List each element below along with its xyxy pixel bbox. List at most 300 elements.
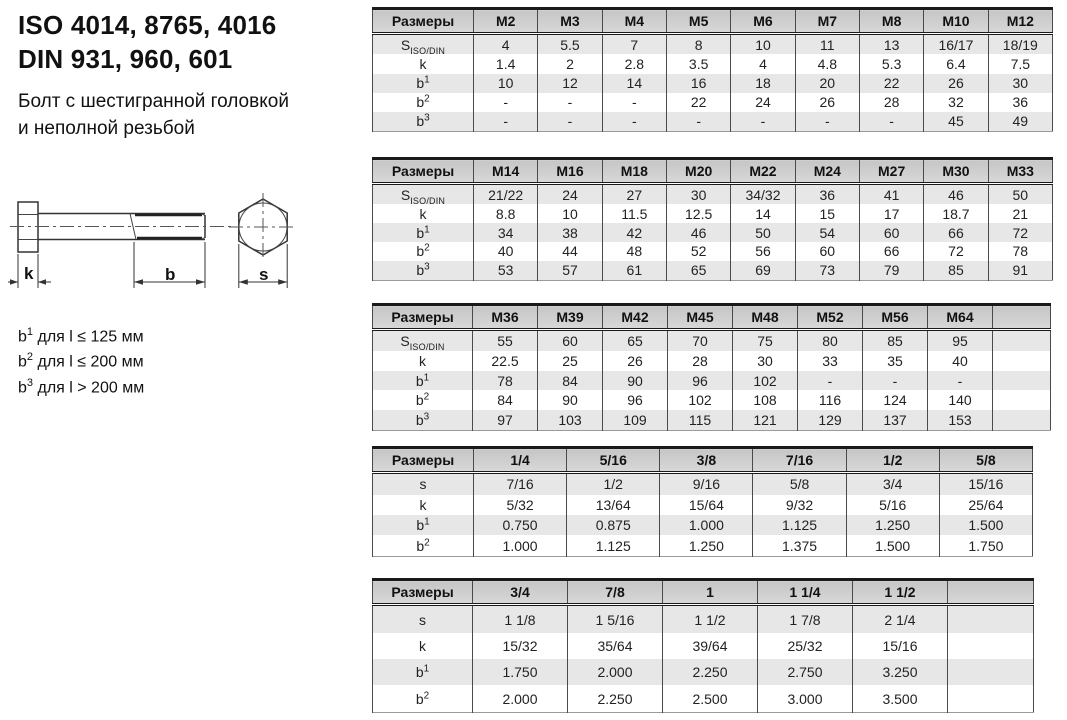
value-cell: 15/16 (853, 633, 948, 659)
footnotes (18, 322, 144, 398)
subtitle-line1: Болт с шестигранной головкой (18, 91, 289, 112)
title-iso: ISO 4014, 8765, 4016 (18, 10, 277, 40)
value-cell: 121 (733, 410, 798, 430)
value-cell: 1.250 (846, 515, 939, 535)
value-cell: 1.250 (660, 535, 753, 556)
value-cell: 75 (733, 330, 798, 352)
column-header: M39 (538, 305, 603, 330)
value-cell: 40 (474, 242, 538, 261)
value-cell: 26 (603, 351, 668, 371)
column-header: M5 (666, 9, 730, 34)
value-cell: - (474, 112, 538, 132)
value-cell (948, 659, 1034, 685)
value-cell: 34 (474, 223, 538, 242)
value-cell: 45 (924, 112, 988, 132)
value-cell: 1.375 (753, 535, 846, 556)
table-metric-m14-m33 (372, 157, 1053, 281)
value-cell: 36 (988, 93, 1052, 112)
value-cell: 65 (603, 330, 668, 352)
value-cell: 34/32 (731, 184, 795, 205)
value-cell: 21/22 (474, 184, 538, 205)
value-cell: 3.250 (853, 659, 948, 685)
column-header (948, 580, 1034, 605)
table-row (373, 34, 1053, 55)
value-cell: 1.000 (474, 535, 567, 556)
row-label: $b^2$ (373, 685, 473, 712)
table-row (373, 390, 1051, 410)
column-header: M42 (603, 305, 668, 330)
value-cell: 40 (928, 351, 993, 371)
value-cell: 52 (666, 242, 730, 261)
value-cell: 35/64 (568, 633, 663, 659)
value-cell: 11.5 (602, 204, 666, 223)
value-cell: 13/64 (567, 495, 660, 515)
table-row (373, 112, 1053, 132)
column-header: M3 (538, 9, 602, 34)
row-label: $b^3$ (373, 261, 474, 281)
value-cell: 30 (988, 74, 1052, 93)
value-cell: 26 (795, 93, 859, 112)
value-cell: 16 (666, 74, 730, 93)
column-header: M8 (859, 9, 923, 34)
row-label: s (373, 473, 474, 495)
table-row (373, 495, 1033, 515)
value-cell: 14 (731, 204, 795, 223)
bolt-end-view (229, 193, 297, 288)
value-cell: 90 (538, 390, 603, 410)
corner-header: Размеры (373, 305, 473, 330)
value-cell: 21 (988, 204, 1052, 223)
column-header: M45 (668, 305, 733, 330)
value-cell: 24 (538, 184, 602, 205)
row-label: $b^1$ (373, 223, 474, 242)
table-row (373, 371, 1051, 391)
row-label: $b^1$ (373, 371, 473, 391)
value-cell: 95 (928, 330, 993, 352)
value-cell: 2.000 (568, 659, 663, 685)
column-header: M6 (731, 9, 795, 34)
value-cell: 70 (668, 330, 733, 352)
row-label: $b^1$ (373, 74, 474, 93)
value-cell: 14 (602, 74, 666, 93)
table-row (373, 633, 1034, 659)
table-row (373, 410, 1051, 430)
value-cell: 140 (928, 390, 993, 410)
value-cell: 26 (924, 74, 988, 93)
value-cell (948, 605, 1034, 634)
value-cell: - (666, 112, 730, 132)
value-cell: 33 (798, 351, 863, 371)
row-label: $b^3$ (373, 112, 474, 132)
column-header: 1/2 (846, 448, 939, 473)
column-header: M30 (924, 159, 988, 184)
value-cell: 1 1/2 (663, 605, 758, 634)
table-header-row (373, 448, 1033, 473)
value-cell: 36 (795, 184, 859, 205)
value-cell: 2.000 (473, 685, 568, 712)
value-cell: 41 (859, 184, 923, 205)
value-cell: 15/32 (473, 633, 568, 659)
value-cell (993, 410, 1051, 430)
dimensions-table (372, 446, 1033, 557)
value-cell: 35 (863, 351, 928, 371)
value-cell: 25/32 (758, 633, 853, 659)
subtitle-block (18, 88, 289, 142)
value-cell: 8 (666, 34, 730, 55)
value-cell: - (602, 93, 666, 112)
value-cell: 46 (666, 223, 730, 242)
dimensions-table (372, 303, 1051, 431)
value-cell: 73 (795, 261, 859, 281)
value-cell: 50 (731, 223, 795, 242)
value-cell: 22.5 (473, 351, 538, 371)
value-cell: 54 (795, 223, 859, 242)
footnote-b1: $b^1$ для l ≤ 125 мм (18, 326, 144, 346)
column-header: 1 (663, 580, 758, 605)
value-cell: 0.875 (567, 515, 660, 535)
value-cell: 10 (474, 74, 538, 93)
value-cell: 1.000 (660, 515, 753, 535)
column-header: M52 (798, 305, 863, 330)
dimension-b (134, 242, 205, 288)
value-cell: - (538, 112, 602, 132)
value-cell: 1/2 (567, 473, 660, 495)
dimensions-table (372, 7, 1053, 132)
value-cell: 1 5/16 (568, 605, 663, 634)
value-cell: 18/19 (988, 34, 1052, 55)
table-row (373, 605, 1034, 634)
value-cell: - (795, 112, 859, 132)
value-cell: 1.500 (939, 515, 1032, 535)
value-cell: 80 (798, 330, 863, 352)
title-block (18, 8, 276, 76)
column-header: M18 (602, 159, 666, 184)
table-inch-quarter-to-fiveeighths (372, 446, 1033, 557)
value-cell: 30 (666, 184, 730, 205)
column-header: 1/4 (474, 448, 567, 473)
value-cell: 27 (602, 184, 666, 205)
value-cell: 5.5 (538, 34, 602, 55)
table-row (373, 473, 1033, 495)
value-cell: 5/8 (753, 473, 846, 495)
corner-header: Размеры (373, 159, 474, 184)
value-cell: - (474, 93, 538, 112)
value-cell: 6.4 (924, 54, 988, 73)
dimensions-table (372, 578, 1034, 713)
row-label: $S_{ISO/DIN}$ (373, 34, 474, 55)
value-cell: 85 (863, 330, 928, 352)
value-cell: 137 (863, 410, 928, 430)
value-cell: 1.750 (473, 659, 568, 685)
value-cell: 90 (603, 371, 668, 391)
column-header: M48 (733, 305, 798, 330)
value-cell: 15/16 (939, 473, 1032, 495)
value-cell: 39/64 (663, 633, 758, 659)
value-cell: 17 (859, 204, 923, 223)
value-cell: 46 (924, 184, 988, 205)
value-cell: 7 (602, 34, 666, 55)
row-label: s (373, 605, 473, 634)
value-cell: 24 (731, 93, 795, 112)
table-header-row (373, 159, 1053, 184)
value-cell: 5.3 (859, 54, 923, 73)
column-header: 7/8 (568, 580, 663, 605)
corner-header: Размеры (373, 9, 474, 34)
value-cell: 12 (538, 74, 602, 93)
value-cell: 28 (859, 93, 923, 112)
value-cell: 1.125 (753, 515, 846, 535)
row-label: $b^3$ (373, 410, 473, 430)
value-cell: 103 (538, 410, 603, 430)
bolt-side-view (8, 202, 234, 288)
value-cell: 18.7 (924, 204, 988, 223)
value-cell: 85 (924, 261, 988, 281)
value-cell (948, 685, 1034, 712)
value-cell: 1.500 (846, 535, 939, 556)
row-label: $b^2$ (373, 93, 474, 112)
value-cell: 2.250 (663, 659, 758, 685)
value-cell: 78 (988, 242, 1052, 261)
value-cell: - (863, 371, 928, 391)
value-cell: 109 (603, 410, 668, 430)
value-cell: 10 (731, 34, 795, 55)
value-cell: 1.750 (939, 535, 1032, 556)
table-metric-m36-m64 (372, 303, 1050, 431)
column-header: 1 1/2 (853, 580, 948, 605)
value-cell (993, 330, 1051, 352)
column-header: M24 (795, 159, 859, 184)
value-cell: 96 (603, 390, 668, 410)
value-cell: - (731, 112, 795, 132)
value-cell: 96 (668, 371, 733, 391)
value-cell: 44 (538, 242, 602, 261)
value-cell: 49 (988, 112, 1052, 132)
value-cell: 2.8 (602, 54, 666, 73)
value-cell: 28 (668, 351, 733, 371)
row-label: $b^2$ (373, 390, 473, 410)
value-cell: - (538, 93, 602, 112)
table-header-row (373, 9, 1053, 34)
value-cell: 72 (988, 223, 1052, 242)
table-header-row (373, 580, 1034, 605)
value-cell: 2 1/4 (853, 605, 948, 634)
column-header: M7 (795, 9, 859, 34)
value-cell: 15 (795, 204, 859, 223)
value-cell: 60 (538, 330, 603, 352)
value-cell: 129 (798, 410, 863, 430)
value-cell: 9/16 (660, 473, 753, 495)
value-cell: 115 (668, 410, 733, 430)
value-cell: 4.8 (795, 54, 859, 73)
title-din: DIN 931, 960, 601 (18, 44, 233, 74)
value-cell: 72 (924, 242, 988, 261)
table-row (373, 204, 1053, 223)
value-cell: 60 (795, 242, 859, 261)
value-cell: 15/64 (660, 495, 753, 515)
value-cell (948, 633, 1034, 659)
value-cell: 12.5 (666, 204, 730, 223)
value-cell: 1.125 (567, 535, 660, 556)
value-cell: 108 (733, 390, 798, 410)
table-row (373, 535, 1033, 556)
value-cell: 91 (988, 261, 1052, 281)
column-header: M4 (602, 9, 666, 34)
value-cell: 3.000 (758, 685, 853, 712)
value-cell: 66 (859, 242, 923, 261)
table-row (373, 351, 1051, 371)
table-row (373, 242, 1053, 261)
value-cell: 0.750 (474, 515, 567, 535)
row-label: k (373, 351, 473, 371)
value-cell: 18 (731, 74, 795, 93)
column-header: 3/4 (473, 580, 568, 605)
column-header (993, 305, 1051, 330)
value-cell: 13 (859, 34, 923, 55)
column-header: M14 (474, 159, 538, 184)
corner-header: Размеры (373, 448, 474, 473)
value-cell: 69 (731, 261, 795, 281)
table-row (373, 330, 1051, 352)
value-cell: 60 (859, 223, 923, 242)
bolt-technical-drawing (8, 188, 338, 318)
column-header: 5/16 (567, 448, 660, 473)
value-cell: 25 (538, 351, 603, 371)
column-header: M22 (731, 159, 795, 184)
value-cell: - (928, 371, 993, 391)
value-cell: 8.8 (474, 204, 538, 223)
dimension-k-label: k (24, 264, 34, 283)
value-cell: 56 (731, 242, 795, 261)
value-cell: - (798, 371, 863, 391)
row-label: k (373, 54, 474, 73)
column-header: M10 (924, 9, 988, 34)
value-cell: 1.4 (474, 54, 538, 73)
value-cell: 4 (731, 54, 795, 73)
value-cell: 2.750 (758, 659, 853, 685)
value-cell (993, 390, 1051, 410)
row-label: $b^2$ (373, 242, 474, 261)
value-cell: 20 (795, 74, 859, 93)
value-cell: 124 (863, 390, 928, 410)
column-header: M2 (474, 9, 538, 34)
table-header-row (373, 305, 1051, 330)
value-cell: 32 (924, 93, 988, 112)
table-row (373, 74, 1053, 93)
value-cell: 116 (798, 390, 863, 410)
column-header: 1 1/4 (758, 580, 853, 605)
value-cell (993, 351, 1051, 371)
footnote-b3: $b^3$ для l > 200 мм (18, 376, 145, 396)
row-label: $S_{ISO/DIN}$ (373, 330, 473, 352)
value-cell: 25/64 (939, 495, 1032, 515)
value-cell: 79 (859, 261, 923, 281)
value-cell: 7/16 (474, 473, 567, 495)
value-cell: 1 7/8 (758, 605, 853, 634)
value-cell: 7.5 (988, 54, 1052, 73)
value-cell: 4 (474, 34, 538, 55)
column-header: M36 (473, 305, 538, 330)
column-header: M27 (859, 159, 923, 184)
table-row (373, 223, 1053, 242)
value-cell: 16/17 (924, 34, 988, 55)
column-header: M16 (538, 159, 602, 184)
column-header: M20 (666, 159, 730, 184)
dimension-s-label: s (259, 265, 269, 284)
row-label: k (373, 633, 473, 659)
value-cell: 3.5 (666, 54, 730, 73)
value-cell: 153 (928, 410, 993, 430)
column-header: M33 (988, 159, 1052, 184)
value-cell: 3.500 (853, 685, 948, 712)
value-cell: 11 (795, 34, 859, 55)
value-cell: 42 (602, 223, 666, 242)
value-cell: 57 (538, 261, 602, 281)
value-cell: 50 (988, 184, 1052, 205)
table-inch-threequarter-to-oneandhalf (372, 578, 1033, 713)
row-label: $S_{ISO/DIN}$ (373, 184, 474, 205)
table-row (373, 659, 1034, 685)
row-label: k (373, 204, 474, 223)
dimension-k (8, 254, 51, 288)
table-row (373, 54, 1053, 73)
value-cell: 1 1/8 (473, 605, 568, 634)
table-row (373, 93, 1053, 112)
row-label: k (373, 495, 474, 515)
value-cell: - (859, 112, 923, 132)
column-header: 7/16 (753, 448, 846, 473)
value-cell: 65 (666, 261, 730, 281)
table-row (373, 184, 1053, 205)
value-cell: 97 (473, 410, 538, 430)
table-row (373, 261, 1053, 281)
table-metric-m2-m12 (372, 7, 1053, 132)
value-cell: 2 (538, 54, 602, 73)
dimensions-table (372, 157, 1053, 281)
value-cell: 48 (602, 242, 666, 261)
value-cell: 10 (538, 204, 602, 223)
column-header: M12 (988, 9, 1052, 34)
subtitle-line2: и неполной резьбой (18, 118, 195, 139)
column-header: 5/8 (939, 448, 1032, 473)
value-cell: 84 (538, 371, 603, 391)
value-cell: - (602, 112, 666, 132)
value-cell: 5/32 (474, 495, 567, 515)
value-cell: 2.500 (663, 685, 758, 712)
row-label: $b^2$ (373, 535, 474, 556)
value-cell: 22 (666, 93, 730, 112)
value-cell: 3/4 (846, 473, 939, 495)
value-cell: 102 (668, 390, 733, 410)
value-cell: 2.250 (568, 685, 663, 712)
value-cell: 84 (473, 390, 538, 410)
value-cell: 55 (473, 330, 538, 352)
table-row (373, 515, 1033, 535)
table-row (373, 685, 1034, 712)
value-cell (993, 371, 1051, 391)
value-cell: 5/16 (846, 495, 939, 515)
row-label: $b^1$ (373, 659, 473, 685)
dimension-b-label: b (165, 265, 176, 284)
value-cell: 78 (473, 371, 538, 391)
value-cell: 66 (924, 223, 988, 242)
value-cell: 9/32 (753, 495, 846, 515)
column-header: M56 (863, 305, 928, 330)
value-cell: 53 (474, 261, 538, 281)
value-cell: 30 (733, 351, 798, 371)
corner-header: Размеры (373, 580, 473, 605)
footnote-b2: $b^2$ для l ≤ 200 мм (18, 351, 144, 371)
value-cell: 61 (602, 261, 666, 281)
